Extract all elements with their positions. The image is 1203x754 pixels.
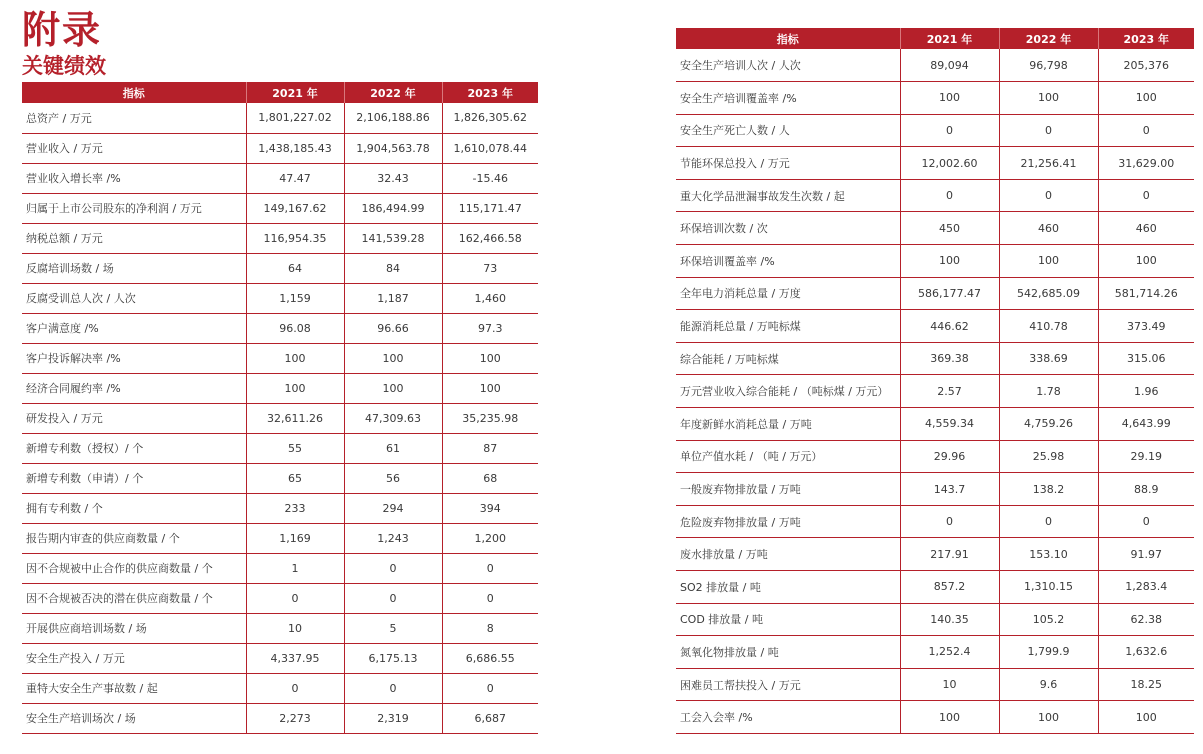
value-2021-cell: 0 [900,179,999,212]
value-2022-cell: 1,187 [344,283,442,313]
value-2021-cell: 100 [900,82,999,115]
value-2022-cell: 32.43 [344,163,442,193]
indicator-cell: 总资产 / 万元 [22,103,246,133]
table-row [676,245,1194,278]
value-2022-cell: 100 [344,343,442,373]
indicator-cell: 环保培训覆盖率 /% [676,245,900,278]
table-row [22,313,538,343]
value-2022-cell: 1.78 [999,375,1098,408]
value-2021-cell: 10 [246,613,344,643]
indicator-cell: 新增专利数（申请）/ 个 [22,463,246,493]
indicator-cell: 环保培训次数 / 次 [676,212,900,245]
section-subtitle: 关键绩效 [22,53,106,78]
page-title: 附录 [22,7,103,52]
value-2022-cell: 0 [999,179,1098,212]
indicator-cell: 困难员工帮扶投入 / 万元 [676,668,900,701]
indicator-cell: 客户投诉解决率 /% [22,343,246,373]
value-2022-cell: 5 [344,613,442,643]
table-row [676,375,1194,408]
value-2023-cell: 1,610,078.44 [442,133,538,163]
value-2023-cell: 581,714.26 [1098,277,1194,310]
value-2022-cell: 542,685.09 [999,277,1098,310]
header-2022: 2022 年 [999,28,1098,49]
table-row [22,133,538,163]
value-2021-cell: 100 [900,701,999,734]
value-2021-cell: 450 [900,212,999,245]
table-row [22,283,538,313]
value-2023-cell: 100 [1098,82,1194,115]
value-2021-cell: 96.08 [246,313,344,343]
value-2022-cell: 105.2 [999,603,1098,636]
table-row [22,343,538,373]
indicator-cell: 客户满意度 /% [22,313,246,343]
value-2022-cell: 6,175.13 [344,643,442,673]
value-2022-cell: 0 [344,673,442,703]
table-row [22,103,538,133]
value-2021-cell: 1,801,227.02 [246,103,344,133]
table-header-row [22,82,538,103]
value-2023-cell: 4,643.99 [1098,408,1194,441]
value-2023-cell: 205,376 [1098,49,1194,82]
value-2022-cell: 9.6 [999,668,1098,701]
value-2022-cell: 1,310.15 [999,571,1098,604]
indicator-cell: 反腐培训场数 / 场 [22,253,246,283]
value-2023-cell: 0 [442,553,538,583]
indicator-cell: 单位产值水耗 / （吨 / 万元） [676,440,900,473]
value-2022-cell: 153.10 [999,538,1098,571]
value-2023-cell: 0 [1098,505,1194,538]
value-2023-cell: 88.9 [1098,473,1194,506]
table-row [676,277,1194,310]
value-2022-cell: 47,309.63 [344,403,442,433]
value-2023-cell: 1,826,305.62 [442,103,538,133]
value-2022-cell: 0 [344,553,442,583]
value-2022-cell: 294 [344,493,442,523]
indicator-cell: 安全生产投入 / 万元 [22,643,246,673]
value-2022-cell: 1,799.9 [999,636,1098,669]
indicator-cell: 安全生产培训场次 / 场 [22,703,246,733]
header-2021: 2021 年 [246,82,344,103]
value-2021-cell: 2,273 [246,703,344,733]
indicator-cell: 纳税总额 / 万元 [22,223,246,253]
value-2021-cell: 100 [246,373,344,403]
header-2023: 2023 年 [1098,28,1194,49]
table-row [22,703,538,733]
value-2023-cell: 6,687 [442,703,538,733]
table-row [676,538,1194,571]
indicator-cell: 综合能耗 / 万吨标煤 [676,342,900,375]
value-2021-cell: 10 [900,668,999,701]
indicator-cell: 废水排放量 / 万吨 [676,538,900,571]
value-2021-cell: 586,177.47 [900,277,999,310]
value-2021-cell: 12,002.60 [900,147,999,180]
value-2022-cell: 0 [999,114,1098,147]
value-2023-cell: 8 [442,613,538,643]
value-2023-cell: 73 [442,253,538,283]
value-2022-cell: 96,798 [999,49,1098,82]
value-2022-cell: 100 [999,245,1098,278]
value-2023-cell: 1,200 [442,523,538,553]
value-2022-cell: 186,494.99 [344,193,442,223]
value-2022-cell: 141,539.28 [344,223,442,253]
indicator-cell: 全年电力消耗总量 / 万度 [676,277,900,310]
table-row [676,408,1194,441]
table-row [22,253,538,283]
value-2021-cell: 47.47 [246,163,344,193]
table-row [676,49,1194,82]
table-row [22,463,538,493]
value-2022-cell: 61 [344,433,442,463]
table-row [676,179,1194,212]
value-2023-cell: 1.96 [1098,375,1194,408]
value-2022-cell: 56 [344,463,442,493]
value-2021-cell: 446.62 [900,310,999,343]
value-2022-cell: 4,759.26 [999,408,1098,441]
indicator-cell: 营业收入增长率 /% [22,163,246,193]
indicator-cell: 万元营业收入综合能耗 / （吨标煤 / 万元） [676,375,900,408]
value-2023-cell: 1,632.6 [1098,636,1194,669]
value-2023-cell: 315.06 [1098,342,1194,375]
value-2022-cell: 460 [999,212,1098,245]
value-2021-cell: 140.35 [900,603,999,636]
indicator-cell: 安全生产死亡人数 / 人 [676,114,900,147]
value-2021-cell: 149,167.62 [246,193,344,223]
indicator-cell: SO2 排放量 / 吨 [676,571,900,604]
table-row [676,342,1194,375]
indicator-cell: 反腐受训总人次 / 人次 [22,283,246,313]
value-2023-cell: 68 [442,463,538,493]
value-2023-cell: 0 [1098,114,1194,147]
value-2022-cell: 410.78 [999,310,1098,343]
table-row [22,613,538,643]
table-header-row [676,28,1194,49]
value-2021-cell: 0 [900,505,999,538]
value-2023-cell: 100 [1098,245,1194,278]
value-2021-cell: 1,159 [246,283,344,313]
value-2021-cell: 4,559.34 [900,408,999,441]
indicator-cell: 工会入会率 /% [676,701,900,734]
table-row [676,668,1194,701]
indicator-cell: 年度新鲜水消耗总量 / 万吨 [676,408,900,441]
header-indicator: 指标 [676,28,900,49]
indicator-cell: 一般废弃物排放量 / 万吨 [676,473,900,506]
value-2023-cell: 394 [442,493,538,523]
value-2021-cell: 0 [900,114,999,147]
indicator-cell: COD 排放量 / 吨 [676,603,900,636]
value-2022-cell: 338.69 [999,342,1098,375]
table-row [22,433,538,463]
table-row [22,403,538,433]
value-2023-cell: 0 [442,583,538,613]
indicator-cell: 安全生产培训覆盖率 /% [676,82,900,115]
value-2021-cell: 233 [246,493,344,523]
value-2023-cell: 97.3 [442,313,538,343]
table-row [676,701,1194,734]
value-2023-cell: 100 [442,343,538,373]
table-row [22,553,538,583]
value-2022-cell: 96.66 [344,313,442,343]
value-2023-cell: 162,466.58 [442,223,538,253]
table-row [676,440,1194,473]
indicator-cell: 重大化学品泄漏事故发生次数 / 起 [676,179,900,212]
indicator-cell: 归属于上市公司股东的净利润 / 万元 [22,193,246,223]
value-2021-cell: 857.2 [900,571,999,604]
header-2023: 2023 年 [442,82,538,103]
value-2023-cell: 31,629.00 [1098,147,1194,180]
value-2023-cell: 1,460 [442,283,538,313]
indicator-cell: 安全生产培训人次 / 人次 [676,49,900,82]
indicator-cell: 研发投入 / 万元 [22,403,246,433]
indicator-cell: 重特大安全生产事故数 / 起 [22,673,246,703]
value-2023-cell: 100 [1098,701,1194,734]
value-2021-cell: 4,337.95 [246,643,344,673]
value-2021-cell: 2.57 [900,375,999,408]
value-2021-cell: 100 [900,245,999,278]
indicator-cell: 新增专利数（授权）/ 个 [22,433,246,463]
value-2023-cell: 1,283.4 [1098,571,1194,604]
value-2022-cell: 100 [999,701,1098,734]
value-2023-cell: 0 [442,673,538,703]
value-2021-cell: 1,438,185.43 [246,133,344,163]
indicator-cell: 危险废弃物排放量 / 万吨 [676,505,900,538]
table-row [676,505,1194,538]
value-2023-cell: 29.19 [1098,440,1194,473]
table-row [22,193,538,223]
value-2023-cell: 373.49 [1098,310,1194,343]
value-2021-cell: 89,094 [900,49,999,82]
indicator-cell: 能源消耗总量 / 万吨标煤 [676,310,900,343]
table-row [676,114,1194,147]
table-row [22,373,538,403]
kpi-table-left [22,82,538,734]
table-row [676,473,1194,506]
table-row [676,603,1194,636]
value-2022-cell: 25.98 [999,440,1098,473]
value-2022-cell: 138.2 [999,473,1098,506]
indicator-cell: 拥有专利数 / 个 [22,493,246,523]
table-row [676,212,1194,245]
value-2021-cell: 1,252.4 [900,636,999,669]
value-2021-cell: 32,611.26 [246,403,344,433]
value-2021-cell: 1 [246,553,344,583]
table-row [22,583,538,613]
value-2023-cell: 91.97 [1098,538,1194,571]
header-indicator: 指标 [22,82,246,103]
table-row [22,523,538,553]
value-2023-cell: 115,171.47 [442,193,538,223]
value-2023-cell: 35,235.98 [442,403,538,433]
value-2023-cell: 460 [1098,212,1194,245]
value-2022-cell: 84 [344,253,442,283]
value-2021-cell: 217.91 [900,538,999,571]
value-2022-cell: 1,243 [344,523,442,553]
table-row [22,493,538,523]
value-2022-cell: 100 [344,373,442,403]
kpi-table-right [676,28,1194,734]
table-row [22,163,538,193]
value-2022-cell: 21,256.41 [999,147,1098,180]
value-2023-cell: 87 [442,433,538,463]
value-2021-cell: 1,169 [246,523,344,553]
indicator-cell: 开展供应商培训场数 / 场 [22,613,246,643]
value-2021-cell: 116,954.35 [246,223,344,253]
value-2023-cell: -15.46 [442,163,538,193]
value-2022-cell: 2,319 [344,703,442,733]
table-row [22,673,538,703]
table-row [676,82,1194,115]
header-2022: 2022 年 [344,82,442,103]
value-2021-cell: 65 [246,463,344,493]
indicator-cell: 报告期内审查的供应商数量 / 个 [22,523,246,553]
value-2022-cell: 2,106,188.86 [344,103,442,133]
value-2023-cell: 0 [1098,179,1194,212]
table-row [676,636,1194,669]
indicator-cell: 因不合规被否决的潜在供应商数量 / 个 [22,583,246,613]
value-2022-cell: 0 [999,505,1098,538]
value-2021-cell: 369.38 [900,342,999,375]
table-row [22,643,538,673]
value-2021-cell: 0 [246,673,344,703]
value-2023-cell: 100 [442,373,538,403]
table-row [676,571,1194,604]
table-row [676,310,1194,343]
value-2022-cell: 1,904,563.78 [344,133,442,163]
indicator-cell: 因不合规被中止合作的供应商数量 / 个 [22,553,246,583]
indicator-cell: 氮氧化物排放量 / 吨 [676,636,900,669]
table-row [676,147,1194,180]
value-2023-cell: 18.25 [1098,668,1194,701]
value-2023-cell: 62.38 [1098,603,1194,636]
value-2021-cell: 100 [246,343,344,373]
value-2023-cell: 6,686.55 [442,643,538,673]
indicator-cell: 营业收入 / 万元 [22,133,246,163]
table-row [22,223,538,253]
value-2022-cell: 0 [344,583,442,613]
header-2021: 2021 年 [900,28,999,49]
indicator-cell: 经济合同履约率 /% [22,373,246,403]
value-2021-cell: 29.96 [900,440,999,473]
value-2021-cell: 143.7 [900,473,999,506]
value-2021-cell: 55 [246,433,344,463]
value-2022-cell: 100 [999,82,1098,115]
indicator-cell: 节能环保总投入 / 万元 [676,147,900,180]
value-2021-cell: 64 [246,253,344,283]
value-2021-cell: 0 [246,583,344,613]
